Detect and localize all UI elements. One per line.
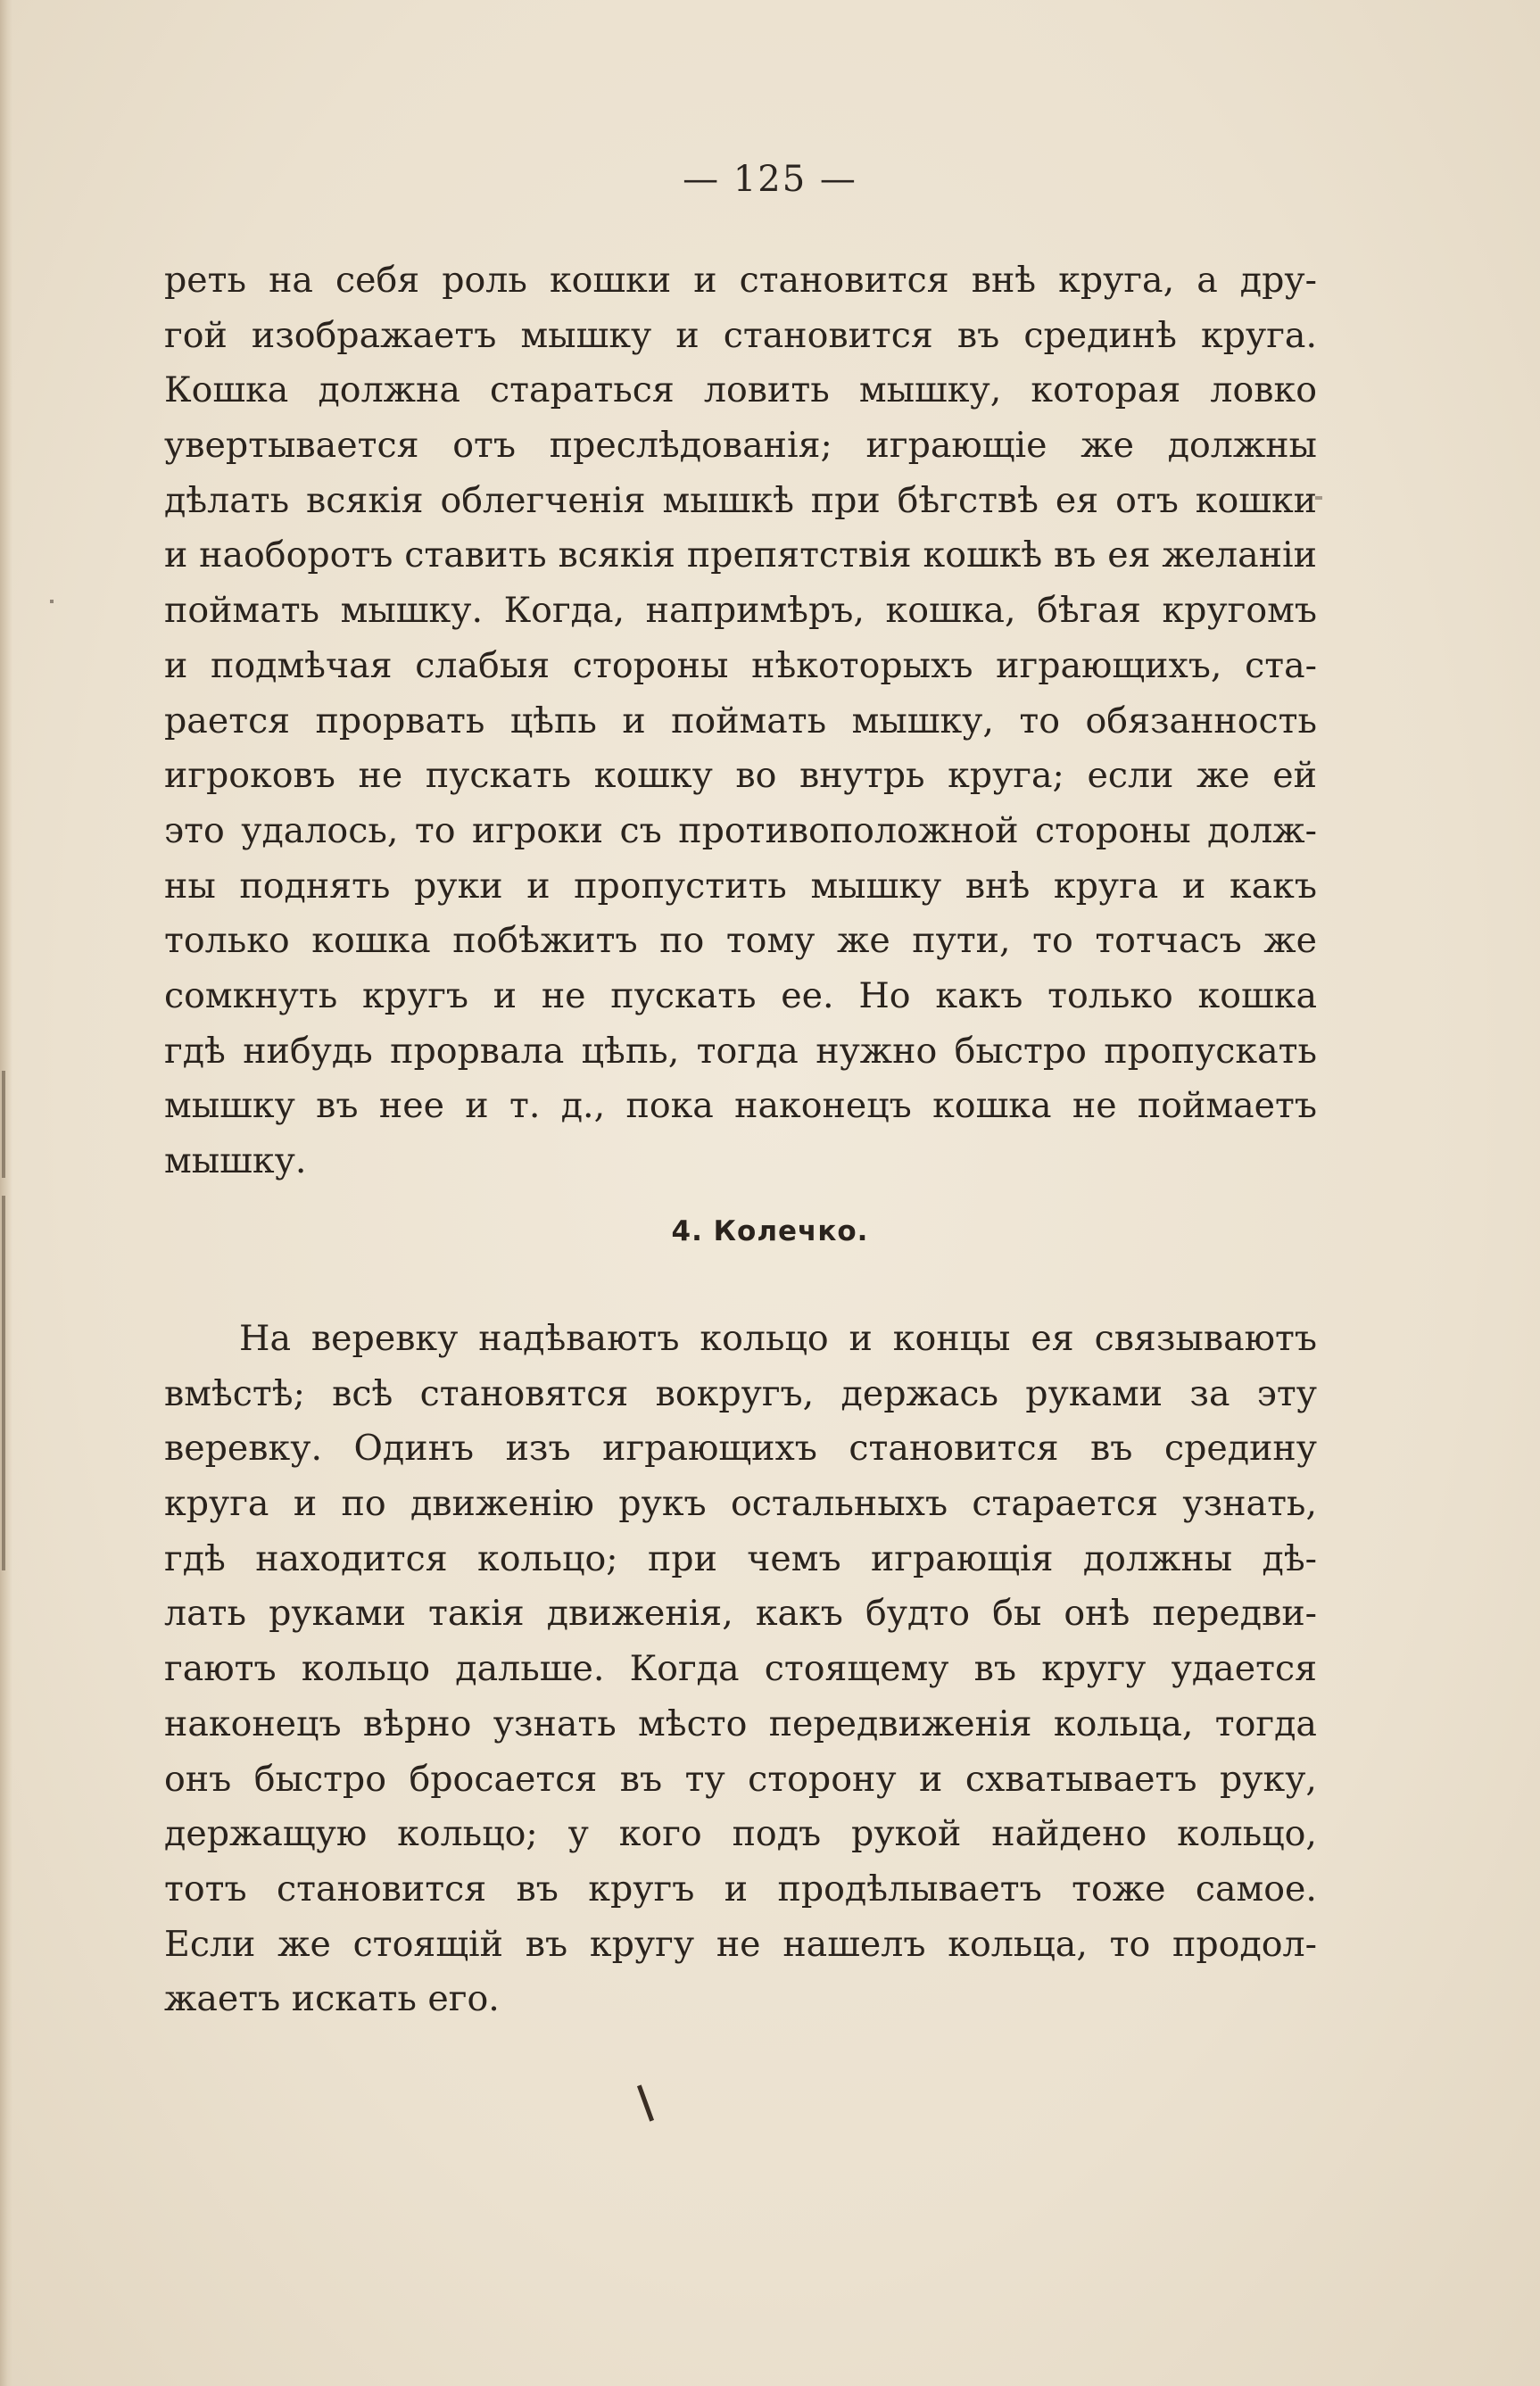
text-line: сомкнуть кругъ и не пускать ее. Но какъ только кошка — [164, 974, 1317, 1016]
text-line: На веревку надѣваютъ кольцо и концы ея связываютъ — [239, 1318, 1317, 1359]
text-line: Если же стоящій въ кругу не нашелъ кольца, то продол- — [164, 1923, 1317, 1965]
text-line: и наоборотъ ставить всякія препятствія кошкѣ въ ея желаніи — [164, 534, 1317, 576]
text-line: жаетъ искать его. — [164, 1978, 500, 2020]
text-line: тотъ становится въ кругъ и продѣлываетъ тоже самое. — [164, 1868, 1317, 1910]
text-line: наконецъ вѣрно узнать мѣсто передвиженія кольца, тогда — [164, 1703, 1317, 1744]
text-line: поймать мышку. Когда, напримѣръ, кошка, бѣгая кругомъ — [164, 590, 1317, 632]
page-number: — 125 — — [683, 159, 857, 200]
page-binding-edge — [0, 0, 12, 2386]
text-line: онъ быстро бросается въ ту сторону и схватываетъ руку, — [164, 1758, 1317, 1800]
ink-speck — [1315, 496, 1322, 500]
text-line: лать руками такія движенія, какъ будто бы онѣ передви- — [164, 1593, 1317, 1635]
paragraph-1 — [164, 253, 1317, 1189]
text-line: гаютъ кольцо дальше. Когда стоящему въ кругу удается — [164, 1648, 1317, 1690]
text-line: веревку. Одинъ изъ играющихъ становится въ средину — [164, 1428, 1317, 1470]
ink-speck — [637, 2084, 654, 2121]
margin-mark — [2, 1071, 5, 1178]
text-line: круга и по движенію рукъ остальныхъ старается узнать, — [164, 1483, 1317, 1525]
text-line: мышку въ нее и т. д., пока наконецъ кошка не поймаетъ — [164, 1085, 1317, 1127]
text-line: гдѣ нибудь прорвала цѣпь, тогда нужно быстро пропускать — [164, 1030, 1317, 1072]
text-line: гдѣ находится кольцо; при чемъ играющія должны дѣ- — [164, 1537, 1317, 1579]
text-line: увертывается отъ преслѣдованія; играющіе же должны — [164, 425, 1317, 467]
text-line: дѣлать всякія облегченія мышкѣ при бѣгствѣ ея отъ кошки — [164, 479, 1317, 521]
text-line: Кошка должна стараться ловить мышку, которая ловко — [164, 369, 1317, 411]
text-line: только кошка побѣжитъ по тому же пути, то тотчасъ же — [164, 920, 1317, 962]
paragraph-2 — [164, 1312, 1317, 2027]
text-line: рается прорвать цѣпь и поймать мышку, то обязанность — [164, 700, 1317, 741]
text-line: держащую кольцо; у кого подъ рукой найдено кольцо, — [164, 1813, 1317, 1855]
ink-speck — [50, 600, 54, 603]
text-line: вмѣстѣ; всѣ становятся вокругъ, держась руками за эту — [164, 1372, 1317, 1414]
text-line: и подмѣчая слабыя стороны нѣкоторыхъ играющихъ, ста- — [164, 644, 1317, 686]
text-line: это удалось, то игроки съ противоположной стороны долж- — [164, 809, 1317, 851]
margin-mark — [2, 1196, 5, 1570]
text-line: гой изображаетъ мышку и становится въ срединѣ круга. — [164, 314, 1317, 356]
section-heading: 4. Колечко. — [671, 1215, 869, 1247]
text-line: реть на себя роль кошки и становится внѣ круга, а дру- — [164, 260, 1317, 301]
text-line: мышку. — [164, 1140, 307, 1181]
text-line: игроковъ не пускать кошку во внутрь круга; если же ей — [164, 755, 1317, 797]
text-line: ны поднять руки и пропустить мышку внѣ круга и какъ — [164, 865, 1317, 907]
